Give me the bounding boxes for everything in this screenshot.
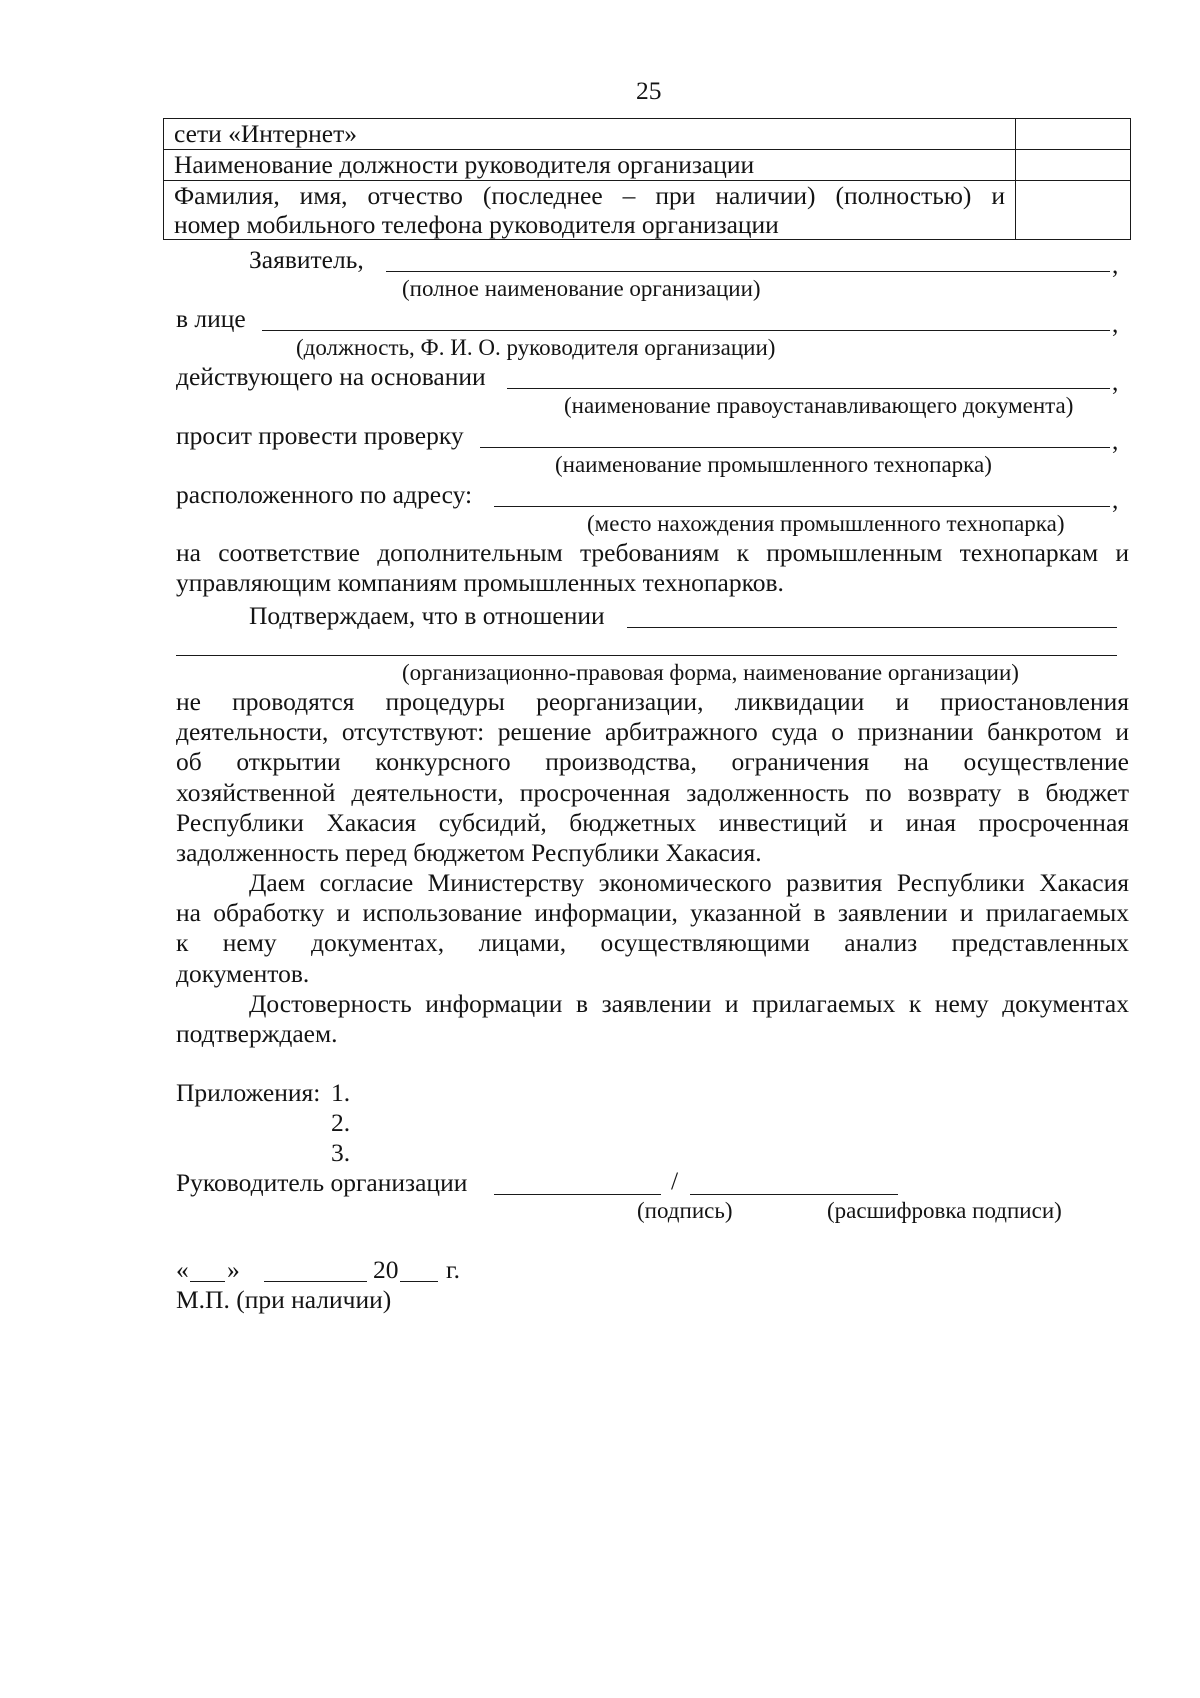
paragraph-line: Даем согласие Министерству экономического развития Республики Хакасия bbox=[249, 868, 1129, 897]
table-row bbox=[164, 150, 1131, 181]
paragraph-line: задолженность перед бюджетом Республики Хакасия. bbox=[176, 838, 762, 868]
signature-field[interactable] bbox=[494, 1194, 661, 1195]
date-close-quote: » bbox=[227, 1255, 240, 1284]
basis-caption: (наименование правоустанавливающего документа) bbox=[564, 393, 1074, 418]
represented-caption: (должность, Ф. И. О. руководителя организации) bbox=[296, 335, 776, 360]
applicant-field[interactable] bbox=[386, 271, 1110, 272]
confirm-field-line-2[interactable] bbox=[176, 655, 1117, 656]
comma: , bbox=[1112, 367, 1119, 396]
confirm-label: Подтверждаем, что в отношении bbox=[249, 601, 605, 630]
paragraph-line: на соответствие дополнительным требованиям к промышленным технопаркам и bbox=[176, 538, 1129, 567]
comma: , bbox=[1112, 309, 1119, 338]
date-open-quote: « bbox=[176, 1255, 189, 1284]
table-row bbox=[164, 181, 1131, 240]
attachment-item: 2. bbox=[331, 1108, 351, 1137]
represented-label: в лице bbox=[176, 304, 246, 333]
address-caption: (место нахождения промышленного технопарка) bbox=[587, 511, 1065, 536]
confirm-field-line-1[interactable] bbox=[627, 627, 1117, 628]
paragraph-line: хозяйственной деятельности, просроченная задолженность по возврату в бюджет bbox=[176, 777, 1129, 807]
represented-field[interactable] bbox=[262, 330, 1110, 331]
signature-slash: / bbox=[671, 1166, 679, 1195]
table-cell-value bbox=[1016, 119, 1131, 150]
applicant-label: Заявитель, bbox=[249, 245, 364, 274]
date-year-prefix: 20 bbox=[373, 1255, 399, 1284]
table-cell-label: сети «Интернет» bbox=[164, 119, 1016, 150]
request-caption: (наименование промышленного технопарка) bbox=[555, 452, 992, 477]
table-cell-value bbox=[1016, 150, 1131, 181]
signature-decode-field[interactable] bbox=[690, 1194, 898, 1195]
confirm-caption: (организационно-правовая форма, наименование организации) bbox=[402, 660, 1019, 685]
paragraph-line: Достоверность информации в заявлении и прилагаемых к нему документах bbox=[249, 989, 1129, 1018]
paragraph-line: Республики Хакасия субсидий, бюджетных инвестиций и иная просроченная bbox=[176, 807, 1129, 837]
attachments-label: Приложения: bbox=[176, 1078, 321, 1107]
date-year-field[interactable] bbox=[400, 1281, 438, 1282]
request-label: просит провести проверку bbox=[176, 421, 464, 450]
signature-caption: (подпись) bbox=[637, 1198, 733, 1223]
decode-caption: (расшифровка подписи) bbox=[827, 1198, 1062, 1223]
table-cell-label bbox=[164, 181, 1016, 240]
paragraph-line: об открытии конкурсного производства, ограничения на осуществление bbox=[176, 747, 1129, 777]
table-cell-label-line: Фамилия, имя, отчество (последнее – при наличии) (полностью) и bbox=[174, 181, 1005, 210]
attachment-item: 1. bbox=[331, 1078, 351, 1107]
request-field[interactable] bbox=[480, 447, 1110, 448]
table-row bbox=[164, 119, 1131, 150]
address-label: расположенного по адресу: bbox=[176, 480, 473, 509]
paragraph-line: не проводятся процедуры реорганизации, ликвидации и приостановления bbox=[176, 687, 1129, 716]
page-number: 25 bbox=[636, 76, 662, 105]
table-cell-value bbox=[1016, 181, 1131, 240]
paragraph-line: деятельности, отсутствуют: решение арбитражного суда о признании банкротом и bbox=[176, 717, 1129, 747]
reliability-paragraph bbox=[176, 989, 1129, 1049]
comma: , bbox=[1112, 250, 1119, 279]
paragraph-line: на обработку и использование информации, указанной в заявлении и прилагаемых bbox=[176, 898, 1129, 928]
basis-label: действующего на основании bbox=[176, 362, 486, 391]
info-table bbox=[163, 118, 1131, 240]
comma: , bbox=[1112, 426, 1119, 455]
date-day-field[interactable] bbox=[190, 1281, 225, 1282]
paragraph-line: документов. bbox=[176, 958, 310, 988]
address-field[interactable] bbox=[494, 506, 1110, 507]
comma: , bbox=[1112, 485, 1119, 514]
stamp-note: М.П. (при наличии) bbox=[176, 1285, 392, 1314]
date-year-suffix: г. bbox=[446, 1255, 460, 1284]
paragraph-line: управляющим компаниям промышленных технопарков. bbox=[176, 568, 784, 598]
date-month-field[interactable] bbox=[264, 1281, 367, 1282]
attachment-item: 3. bbox=[331, 1138, 351, 1167]
table-cell-label-line: номер мобильного телефона руководителя организации bbox=[174, 210, 779, 239]
compliance-paragraph bbox=[176, 538, 1129, 598]
signature-label: Руководитель организации bbox=[176, 1168, 468, 1197]
paragraph-line: подтверждаем. bbox=[176, 1019, 338, 1049]
confirm-paragraph bbox=[176, 687, 1129, 868]
consent-paragraph bbox=[176, 868, 1129, 989]
paragraph-line: к нему документах, лицами, осуществляющими анализ представленных bbox=[176, 928, 1129, 958]
applicant-caption: (полное наименование организации) bbox=[402, 276, 761, 301]
table-cell-label: Наименование должности руководителя организации bbox=[164, 150, 1016, 181]
basis-field[interactable] bbox=[507, 388, 1110, 389]
